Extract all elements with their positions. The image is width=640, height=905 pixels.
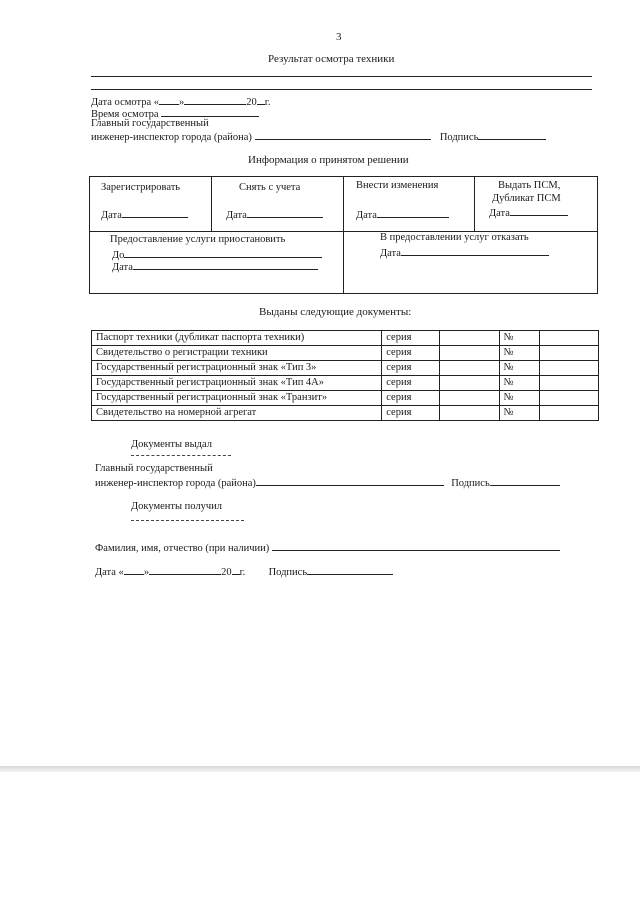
series-label: серия (382, 391, 440, 406)
suspend-date-field[interactable] (133, 259, 318, 270)
amend-date-field[interactable] (377, 207, 449, 218)
receipt-signature-label: Подпись (268, 567, 308, 578)
day-field[interactable] (159, 94, 179, 105)
table-row (92, 346, 599, 361)
date-mid: » (178, 97, 185, 108)
series-value[interactable] (440, 346, 500, 361)
number-label: № (499, 391, 540, 406)
table-row (92, 331, 599, 346)
documents-title: Выданы следующие документы: (259, 306, 412, 318)
document-name: Государственный регистрационный знак «Тип 3» (92, 361, 382, 376)
issue-psm-date: Дата (489, 205, 568, 219)
date-label: Дата осмотра « (91, 97, 159, 108)
table-row (92, 406, 599, 421)
issued-by-underline (131, 455, 231, 456)
receipt-day-field[interactable] (124, 564, 144, 575)
inspection-title: Результат осмотра техники (268, 53, 395, 65)
inspector-signature-field[interactable] (478, 129, 546, 140)
number-value[interactable] (540, 376, 599, 391)
receipt-year-field[interactable] (232, 564, 240, 575)
refuse-label: В предоставлении услуг отказать (380, 232, 529, 243)
suspend-label: Предоставление услуги приостановить (110, 234, 286, 245)
year-prefix: 20 (246, 97, 257, 108)
document-name: Свидетельство на номерной агрегат (92, 406, 382, 421)
fio-row (95, 540, 560, 554)
series-label: серия (382, 346, 440, 361)
number-value[interactable] (540, 391, 599, 406)
series-value[interactable] (440, 406, 500, 421)
received-by-label: Документы получил (131, 501, 223, 512)
documents-table (91, 330, 599, 421)
number-value[interactable] (540, 361, 599, 376)
grid-divider (211, 177, 212, 231)
issuer-title-line2: инженер-инспектор города (района) (95, 478, 256, 489)
issue-psm-label-1: Выдать ПСМ, (498, 180, 561, 191)
issuer-signature-label: Подпись (451, 478, 490, 489)
page-number: 3 (336, 31, 342, 43)
receipt-month-field[interactable] (149, 564, 221, 575)
result-line-1 (91, 76, 592, 77)
table-row (92, 376, 599, 391)
receipt-date-row: Дата « » 20 г. Подпись (95, 564, 393, 578)
grid-divider (343, 177, 344, 293)
received-by-underline (131, 520, 244, 521)
document-name: Паспорт техники (дубликат паспорта техники) (92, 331, 382, 346)
issued-by-label: Документы выдал (131, 439, 213, 450)
number-value[interactable] (540, 346, 599, 361)
series-value[interactable] (440, 361, 500, 376)
issuer-name-field[interactable] (256, 475, 444, 486)
table-row (92, 391, 599, 406)
year-suffix: г. (264, 97, 271, 108)
year-field[interactable] (257, 94, 265, 105)
result-line-2 (91, 89, 592, 90)
deregister-date: Дата (226, 207, 323, 221)
grid-divider (474, 177, 475, 231)
decision-title: Информация о принятом решении (248, 154, 409, 166)
series-label: серия (382, 376, 440, 391)
time-label: Время осмотра (91, 109, 159, 120)
register-label: Зарегистрировать (101, 182, 181, 193)
series-value[interactable] (440, 391, 500, 406)
inspector-row (91, 129, 546, 143)
issue-psm-date-field[interactable] (510, 205, 568, 216)
series-label: серия (382, 331, 440, 346)
refuse-date-field[interactable] (401, 245, 549, 256)
series-label: серия (382, 361, 440, 376)
inspector-title-line2: инженер-инспектор города (района) (91, 132, 252, 143)
number-value[interactable] (540, 406, 599, 421)
document-name: Государственный регистрационный знак «Транзит» (92, 391, 382, 406)
series-value[interactable] (440, 331, 500, 346)
suspend-until: До (112, 247, 322, 261)
fio-field[interactable] (272, 540, 560, 551)
issuer-signature-field[interactable] (490, 475, 560, 486)
deregister-date-field[interactable] (247, 207, 323, 218)
issue-psm-label-2: Дубликат ПСМ (492, 193, 561, 204)
document-name: Государственный регистрационный знак «Тип 4А» (92, 376, 382, 391)
inspector-name-field[interactable] (255, 129, 431, 140)
number-label: № (499, 331, 540, 346)
number-value[interactable] (540, 331, 599, 346)
number-label: № (499, 406, 540, 421)
series-label: серия (382, 406, 440, 421)
signature-label: Подпись (439, 132, 479, 143)
table-row (92, 361, 599, 376)
issuer-title-line1: Главный государственный (95, 463, 213, 474)
inspector-title-line1: Главный государственный (91, 118, 209, 129)
suspend-date: Дата (112, 259, 318, 273)
page-shadow (0, 766, 640, 772)
refuse-date: Дата (380, 245, 549, 259)
fio-label: Фамилия, имя, отчество (при наличии) (95, 543, 270, 554)
document-name: Свидетельство о регистрации техники (92, 346, 382, 361)
deregister-label: Снять с учета (239, 182, 301, 193)
amend-date: Дата (356, 207, 449, 221)
register-date-field[interactable] (122, 207, 188, 218)
month-field[interactable] (184, 94, 246, 105)
suspend-until-field[interactable] (124, 247, 322, 258)
time-field[interactable] (161, 106, 259, 117)
register-date: Дата (101, 207, 188, 221)
receipt-date-label: Дата « (95, 567, 124, 578)
amend-label: Внести изменения (356, 180, 439, 191)
number-label: № (499, 346, 540, 361)
number-label: № (499, 376, 540, 391)
number-label: № (499, 361, 540, 376)
receipt-signature-field[interactable] (307, 564, 393, 575)
issuer-row (95, 475, 560, 489)
decision-table (89, 176, 598, 294)
series-value[interactable] (440, 376, 500, 391)
